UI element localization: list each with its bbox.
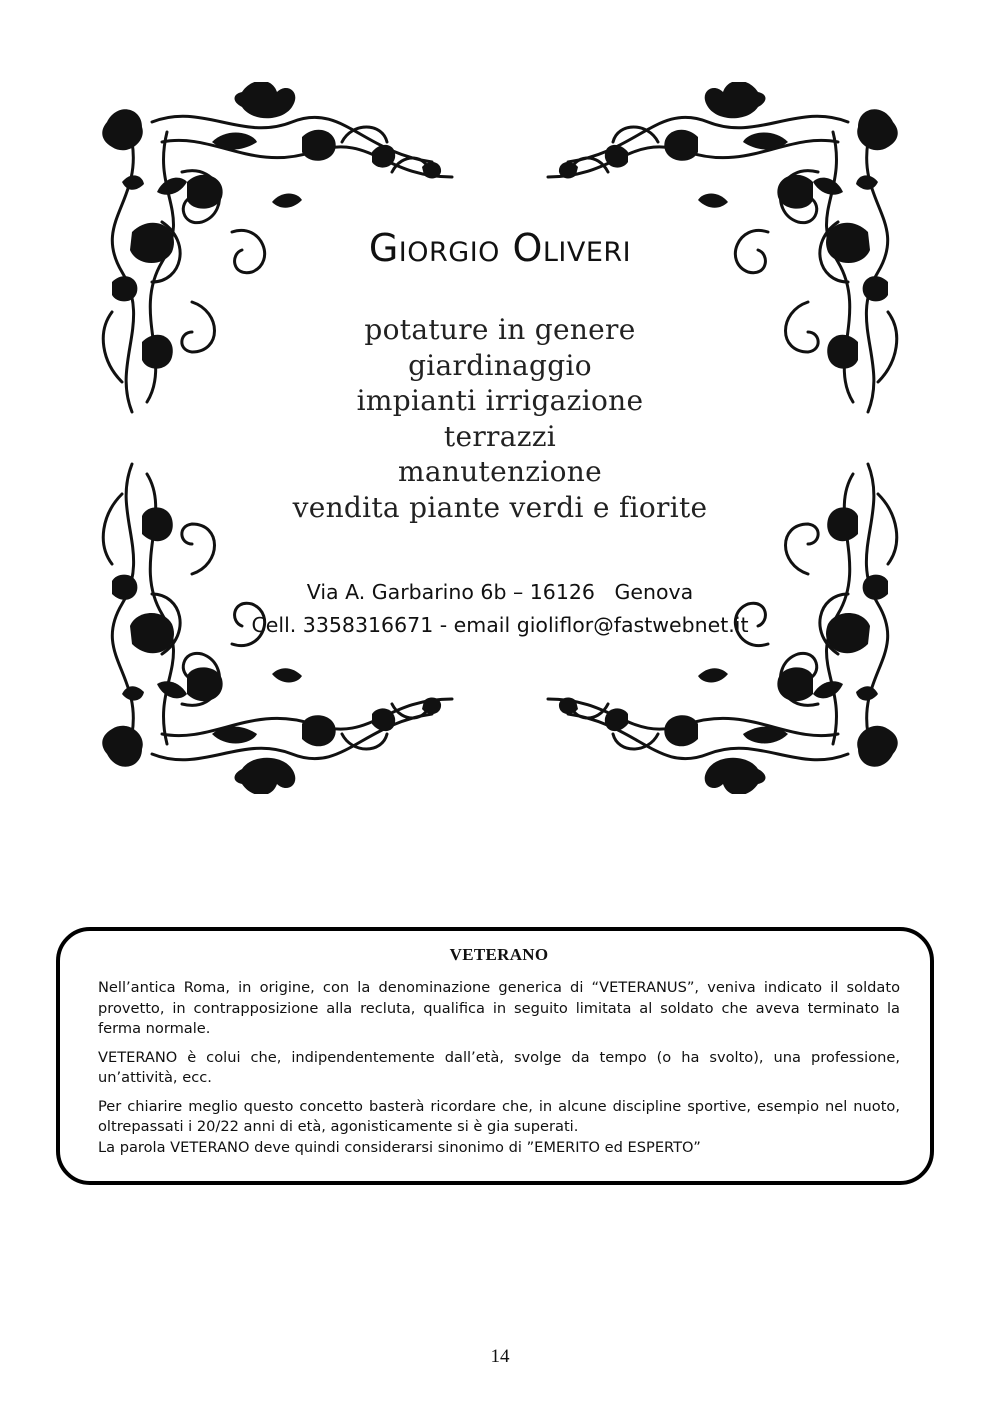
ad-services-list: [200, 312, 800, 525]
ad-contact: Cell. 3358316671 - email gioliflor@fastwebnet.it: [251, 613, 749, 637]
page-number: 14: [490, 1346, 510, 1367]
veterano-paragraph: Per chiarire meglio questo concetto basterà ricordare che, in alcune discipline sportive, esempio nel nuoto, oltrepassati i 20/22 anni di età, agonisticamente si è gia superati.: [98, 1097, 900, 1135]
service-item: potature in genere: [364, 313, 636, 346]
ad-address: Via A. Garbarino 6b – 16126 Genova: [306, 580, 694, 604]
ad-business-name: Giorgio Oliveri: [368, 226, 632, 270]
veterano-box: [56, 927, 934, 1185]
service-item: giardinaggio: [408, 348, 592, 382]
veterano-title: VETERANO: [449, 945, 549, 964]
service-item: manutenzione: [398, 455, 602, 488]
veterano-paragraph: VETERANO è colui che, indipendentemente dall’età, svolge da tempo (o ha svolto), una professione, un’attività, ecc.: [98, 1048, 900, 1086]
service-item: terrazzi: [443, 419, 557, 453]
veterano-closing: La parola VETERANO deve quindi considerarsi sinonimo di ”EMERITO ed ESPERTO”: [98, 1138, 701, 1156]
service-item: vendita piante verdi e fiorite: [292, 490, 708, 524]
service-item: impianti irrigazione: [356, 384, 644, 417]
veterano-paragraph: Nell’antica Roma, in origine, con la denominazione generica di “VETERANUS”, veniva indicato il soldato provetto, in contrapposizione alla recluta, qualifica in seguito limitata al soldato che aveva terminato la ferma normale.: [98, 979, 900, 1037]
